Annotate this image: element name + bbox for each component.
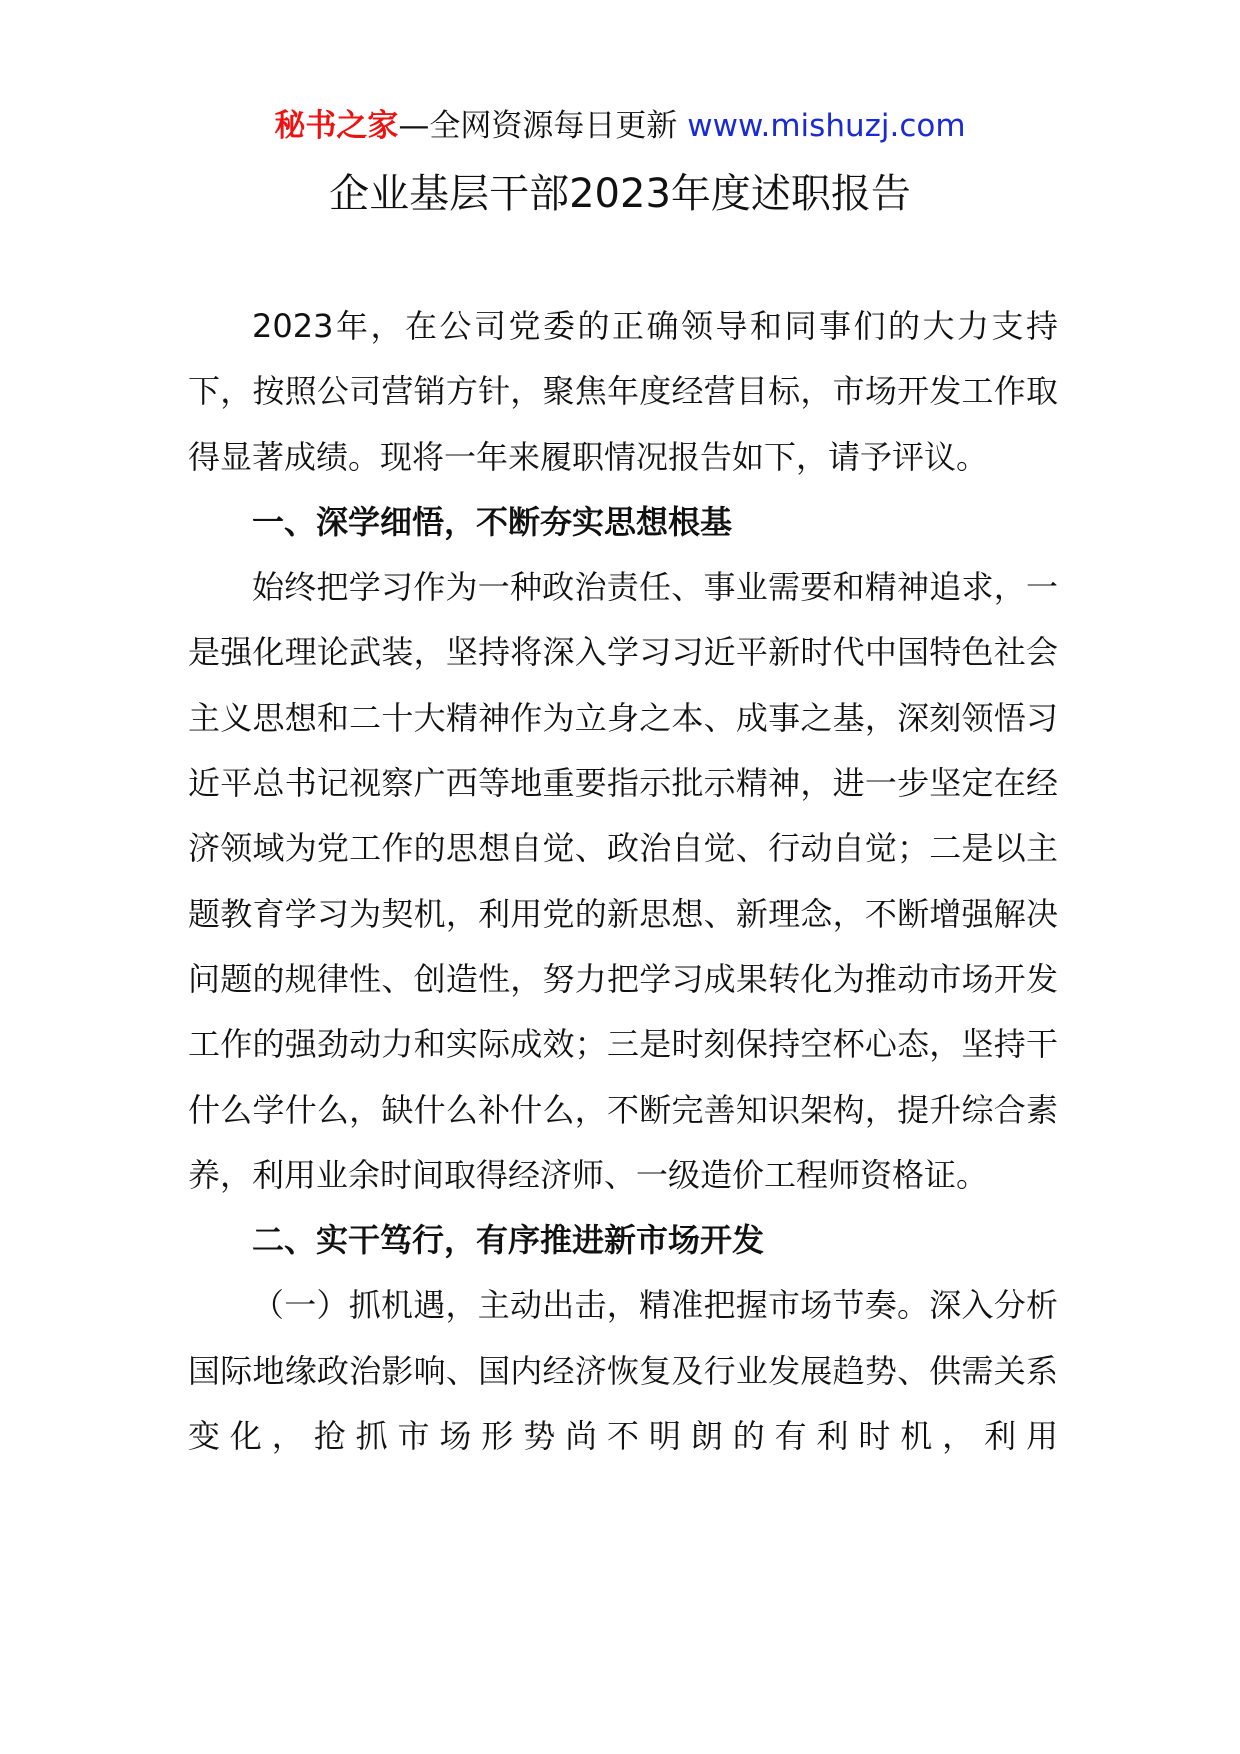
section-2-paragraph: （一）抓机遇，主动出击，精准把握市场节奏。深入分析国际地缘政治影响、国内经济恢复及行业发展趋势、供需关系变化，抢抓市场形势尚不明朗的有利时机，利用 [188,1286,1058,1456]
section-heading-2: 二、实干笃行，有序推进新市场开发 [252,1221,765,1260]
site-header [0,104,1240,148]
section-heading-1: 一、深学细悟，不断夯实思想根基 [252,502,733,541]
site-tagline: —全网资源每日更新 [398,108,688,144]
intro-paragraph: 2023年，在公司党委的正确领导和同事们的大力支持下，按照公司营销方针，聚焦年度经营目标，市场开发工作取得显著成绩。现将一年来履职情况报告如下，请予评议。 [188,307,1058,476]
document-body [188,294,1058,1469]
document-title: 企业基层干部2023年度述职报告 [329,171,911,217]
section-1-paragraph: 始终把学习作为一种政治责任、事业需要和精神追求，一是强化理论武装，坚持将深入学习习近平新时代中国特色社会主义思想和二十大精神作为立身之本、成事之基，深刻领悟习近平总书记视察广西等地重要指示批示精神，进一步坚定在经济领域为党工作的思想自觉、政治自觉、行动自觉；二是以主题教育学习为契机，利用党的新思想、新理念，不断增强解决问题的规律性、创造性，努力把学习成果转化为推动市场开发工作的强劲动力和实际成效；三是时刻保持空杯心态，坚持干什么学什么，缺什么补什么，不断完善知识架构，提升综合素养，利用业余时间取得经济师、一级造价工程师资格证。 [188,568,1058,1194]
site-brand: 秘书之家 [274,108,399,144]
site-url-link[interactable]: www.mishuzj.com [687,108,966,144]
